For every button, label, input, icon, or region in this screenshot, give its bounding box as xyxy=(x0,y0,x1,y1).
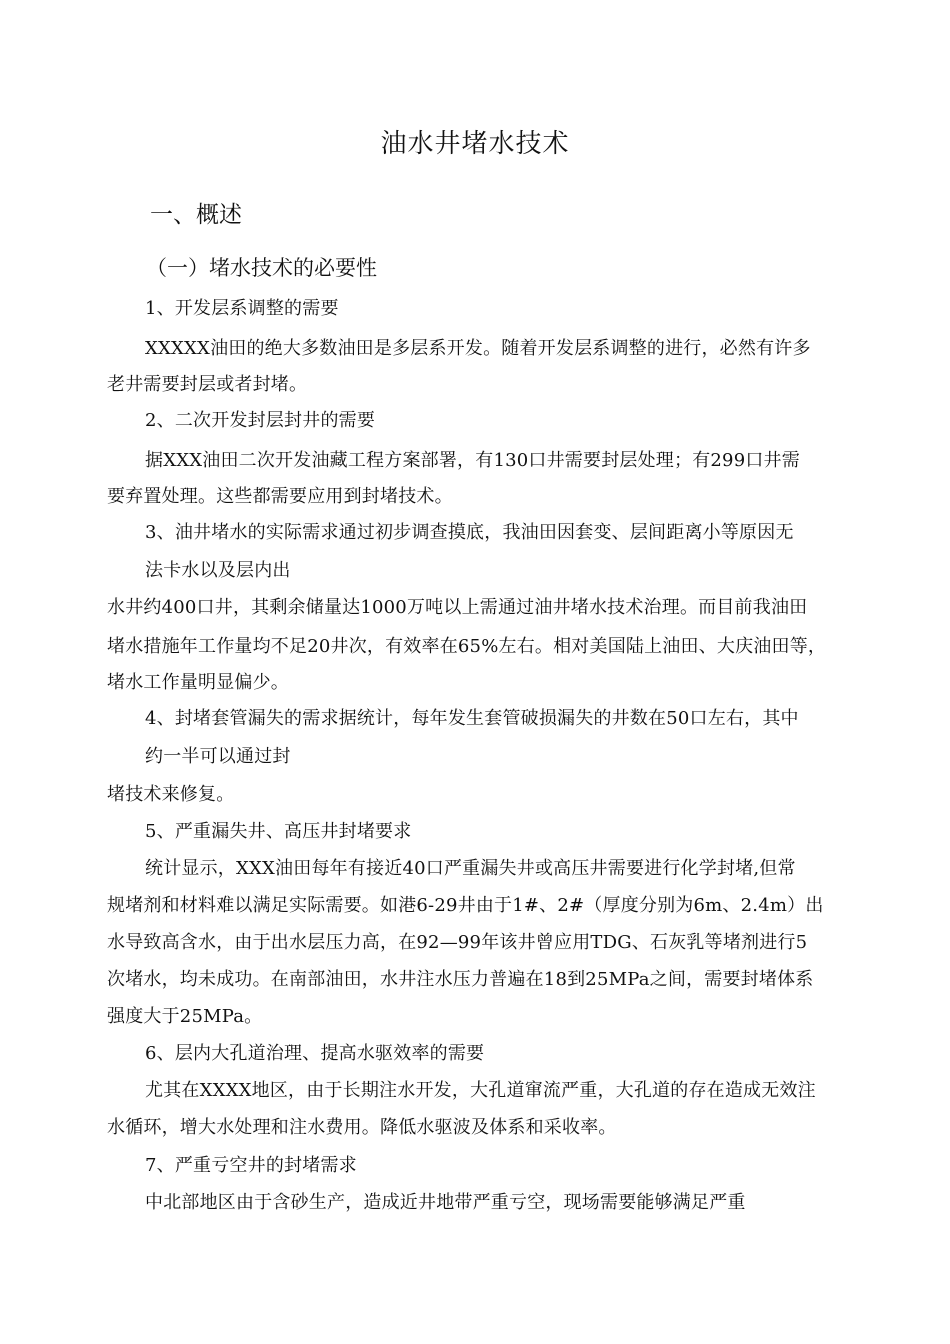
paragraph-heading-4: 4、封堵套管漏失的需求据统计，每年发生套管破损漏失的井数在50口左右，其中 xyxy=(145,708,799,729)
paragraph-line: 次堵水，均未成功。在南部油田，水井注水压力普遍在18到25MPa之间，需要封堵体系 xyxy=(107,969,814,990)
paragraph-line: 水导致高含水，由于出水层压力高，在92—99年该井曾应用TDG、石灰乳等堵剂进行5 xyxy=(107,932,808,953)
paragraph-line: 规堵剂和材料难以满足实际需要。如港6-29井由于1#、2#（厚度分别为6m、2.4m）出 xyxy=(107,895,824,916)
paragraph-line: 强度大于25MPa。 xyxy=(107,1006,263,1027)
paragraph-line: 中北部地区由于含砂生产，造成近井地带严重亏空，现场需要能够满足严重 xyxy=(145,1192,746,1213)
paragraph-line: 据XXX油田二次开发油藏工程方案部署，有130口井需要封层处理；有299口井需 xyxy=(145,450,800,471)
paragraph-heading-5: 5、严重漏失井、高压井封堵要求 xyxy=(145,821,412,842)
section-heading: 一、概述 xyxy=(150,202,242,228)
paragraph-line: 堵水措施年工作量均不足20井次，有效率在65%左右。相对美国陆上油田、大庆油田等， xyxy=(107,636,827,657)
paragraph-heading-7: 7、严重亏空井的封堵需求 xyxy=(145,1155,357,1176)
paragraph-line: 统计显示，XXX油田每年有接近40口严重漏失井或高压井需要进行化学封堵,但常 xyxy=(145,858,796,879)
paragraph-heading-2: 2、二次开发封层封井的需要 xyxy=(145,410,376,431)
subsection-heading: （一）堵水技术的必要性 xyxy=(146,256,377,280)
paragraph-line: 约一半可以通过封 xyxy=(145,746,291,767)
paragraph-heading-1: 1、开发层系调整的需要 xyxy=(145,298,339,319)
paragraph-line: 堵技术来修复。 xyxy=(107,784,235,805)
paragraph-line: XXXXX油田的绝大多数油田是多层系开发。随着开发层系调整的进行，必然有许多 xyxy=(145,338,811,359)
paragraph-line: 水井约400口井，其剩余储量达1000万吨以上需通过油井堵水技术治理。而目前我油田 xyxy=(107,597,808,618)
paragraph-line: 法卡水以及层内出 xyxy=(145,560,291,581)
paragraph-line: 水循环，增大水处理和注水费用。降低水驱波及体系和采收率。 xyxy=(107,1117,617,1138)
document-title: 油水井堵水技术 xyxy=(380,129,570,159)
paragraph-line: 老井需要封层或者封堵。 xyxy=(107,374,308,395)
paragraph-line: 尤其在XXXX地区，由于长期注水开发，大孔道窜流严重，大孔道的存在造成无效注 xyxy=(145,1080,816,1101)
paragraph-line: 堵水工作量明显偏少。 xyxy=(107,672,289,693)
paragraph-heading-6: 6、层内大孔道治理、提高水驱效率的需要 xyxy=(145,1043,485,1064)
paragraph-heading-3: 3、油井堵水的实际需求通过初步调查摸底，我油田因套变、层间距离小等原因无 xyxy=(145,522,794,543)
paragraph-line: 要弃置处理。这些都需要应用到封堵技术。 xyxy=(107,486,453,507)
